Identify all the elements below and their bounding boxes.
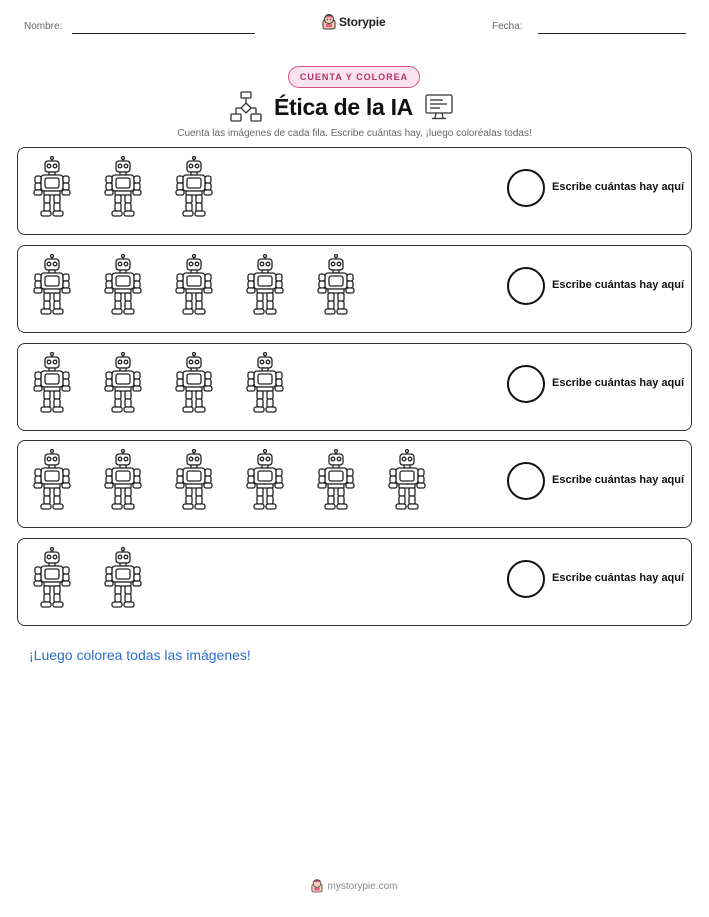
brand-name: Storypie xyxy=(339,15,386,29)
flowchart-icon xyxy=(230,91,262,123)
page-title: Ética de la IA xyxy=(274,93,413,120)
counting-row xyxy=(17,245,692,333)
robot-group xyxy=(30,352,314,416)
robot-icon xyxy=(101,352,172,416)
robot-icon xyxy=(30,254,101,318)
name-label: Nombre: xyxy=(24,21,63,32)
answer-prompt: Escribe cuántas hay aquí xyxy=(552,377,685,389)
robot-icon xyxy=(385,449,456,513)
computer-monitor-icon xyxy=(425,94,453,120)
counting-row xyxy=(17,440,692,528)
robot-icon xyxy=(30,547,101,611)
title-row xyxy=(230,91,490,123)
instructions: Cuenta las imágenes de cada fila. Escribe cuántas hay, ¡luego coloréalas todas! xyxy=(177,128,532,139)
date-label: Fecha: xyxy=(492,21,523,32)
name-line xyxy=(72,33,255,34)
brand xyxy=(322,14,385,30)
robot-icon xyxy=(101,547,172,611)
website-url: mystorypie.com xyxy=(327,880,398,892)
robot-icon xyxy=(243,449,314,513)
robot-icon xyxy=(314,449,385,513)
robot-group xyxy=(30,547,172,611)
footer-note: ¡Luego colorea todas las imágenes! xyxy=(29,647,251,663)
robot-icon xyxy=(243,254,314,318)
counting-row xyxy=(17,343,692,431)
worksheet-header xyxy=(0,0,709,50)
robot-group xyxy=(30,156,243,220)
counting-row xyxy=(17,538,692,626)
robot-icon xyxy=(172,352,243,416)
site-footer xyxy=(0,879,709,893)
robot-icon xyxy=(314,254,385,318)
answer-circle[interactable] xyxy=(507,169,545,207)
answer-circle[interactable] xyxy=(507,365,545,403)
storypie-logo xyxy=(322,14,336,30)
answer-circle[interactable] xyxy=(507,462,545,500)
answer-prompt: Escribe cuántas hay aquí xyxy=(552,474,685,486)
answer-prompt: Escribe cuántas hay aquí xyxy=(552,181,685,193)
counting-row xyxy=(17,147,692,235)
robot-icon xyxy=(30,449,101,513)
robot-icon xyxy=(30,156,101,220)
robot-icon xyxy=(243,352,314,416)
robot-icon xyxy=(172,254,243,318)
robot-group xyxy=(30,449,456,513)
storypie-logo xyxy=(311,879,323,893)
robot-icon xyxy=(101,449,172,513)
answer-circle[interactable] xyxy=(507,560,545,598)
robot-icon xyxy=(172,449,243,513)
robot-icon xyxy=(101,254,172,318)
answer-prompt: Escribe cuántas hay aquí xyxy=(552,572,685,584)
robot-group xyxy=(30,254,385,318)
robot-icon xyxy=(30,352,101,416)
answer-circle[interactable] xyxy=(507,267,545,305)
answer-prompt: Escribe cuántas hay aquí xyxy=(552,279,685,291)
robot-icon xyxy=(172,156,243,220)
robot-icon xyxy=(101,156,172,220)
date-line xyxy=(538,33,686,34)
activity-badge: CUENTA Y COLOREA xyxy=(288,66,420,88)
